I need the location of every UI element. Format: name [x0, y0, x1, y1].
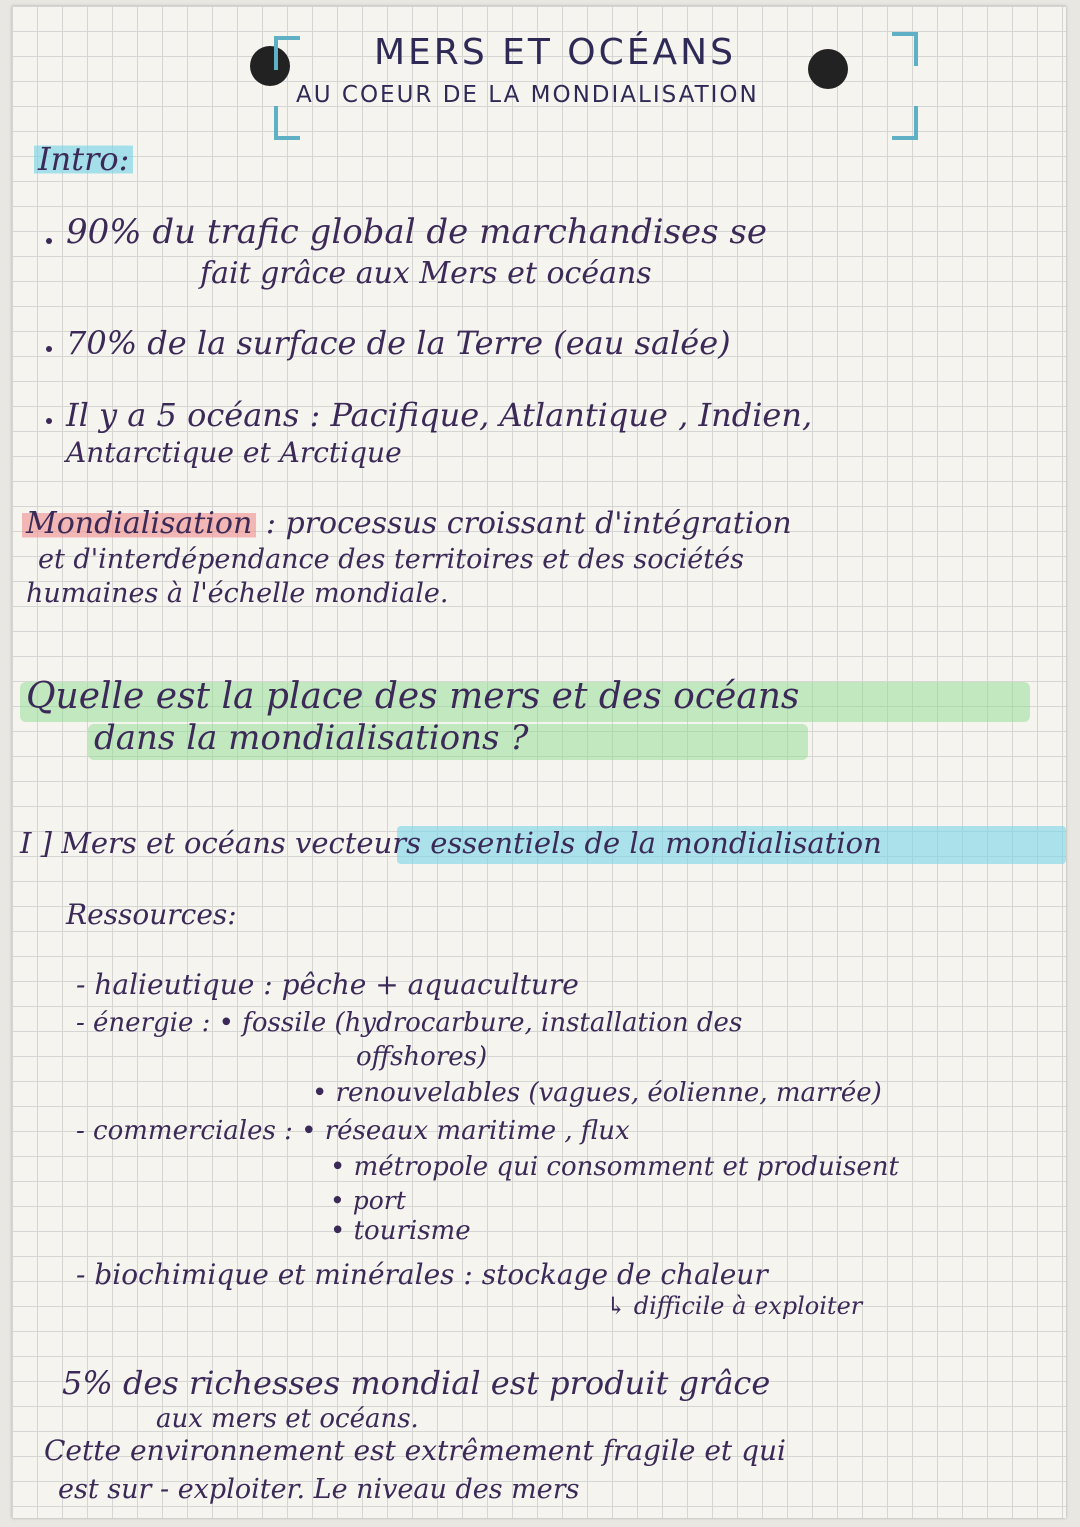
title-bracket-bottom-left: [274, 106, 300, 140]
resource-item-metropole: • métropole qui consomment et produisent: [330, 1152, 899, 1182]
question-line2: dans la mondialisations ?: [94, 718, 529, 758]
bullet-2: [46, 346, 52, 352]
resource-item-tourisme: • tourisme: [330, 1216, 471, 1246]
resource-item-port: • port: [330, 1186, 406, 1215]
resource-item-biochimique: - biochimique et minérales : stockage de chaleur: [76, 1258, 768, 1291]
intro-bullet-1-line2: fait grâce aux Mers et océans: [200, 256, 652, 291]
intro-bullet-3-line1: Il y a 5 océans : Pacifique, Atlantique , Indien,: [66, 396, 813, 434]
punch-hole-right: [808, 49, 848, 89]
resource-item-difficile: ↳ difficile à exploiter: [606, 1292, 863, 1320]
conclusion-line2: aux mers et océans.: [156, 1404, 419, 1434]
resource-item-halieutique: - halieutique : pêche + aquaculture: [76, 968, 579, 1001]
question-line1: Quelle est la place des mers et des océans: [26, 676, 800, 717]
page-subtitle: AU COEUR DE LA MONDIALISATION: [296, 82, 759, 108]
definition-term: Mondialisation: [22, 506, 256, 541]
intro-bullet-3-line2: Antarctique et Arctique: [66, 436, 402, 469]
title-bracket-bottom-right: [892, 106, 918, 140]
resource-item-commerciales: - commerciales : • réseaux maritime , flux: [76, 1116, 630, 1146]
resource-item-renouvelables: • renouvelables (vagues, éolienne, marrée): [312, 1078, 882, 1108]
conclusion-line1: 5% des richesses mondial est produit grâce: [62, 1364, 771, 1402]
resource-item-energie: - énergie : • fossile (hydrocarbure, installation des: [76, 1008, 743, 1038]
intro-bullet-1-line1: 90% du trafic global de marchandises se: [66, 212, 767, 252]
intro-heading: [34, 140, 133, 178]
bullet-3: [46, 418, 52, 424]
conclusion-line3: Cette environnement est extrêmement fragile et qui: [44, 1434, 786, 1467]
page-title: MERS ET OCÉANS: [374, 32, 736, 73]
definition-line3: humaines à l'échelle mondiale.: [26, 578, 449, 609]
definition-line2: et d'interdépendance des territoires et des sociétés: [38, 544, 744, 575]
intro-bullet-2: 70% de la surface de la Terre (eau salée): [66, 324, 731, 362]
resource-item-offshores: offshores): [356, 1042, 488, 1072]
title-bracket-top-left: [274, 36, 300, 70]
resources-label: Ressources:: [66, 898, 237, 931]
notebook-page: [12, 6, 1066, 1518]
intro-heading-text: Intro:: [34, 140, 133, 178]
definition-line1-text: : processus croissant d'intégration: [265, 506, 792, 541]
conclusion-line4: est sur - exploiter. Le niveau des mers: [58, 1474, 580, 1505]
section1-heading: I ] Mers et océans vecteurs essentiels de la mondialisation: [20, 826, 882, 860]
title-bracket-top-right: [892, 32, 918, 66]
definition-line1: [22, 506, 792, 541]
bullet-1: [46, 238, 52, 244]
